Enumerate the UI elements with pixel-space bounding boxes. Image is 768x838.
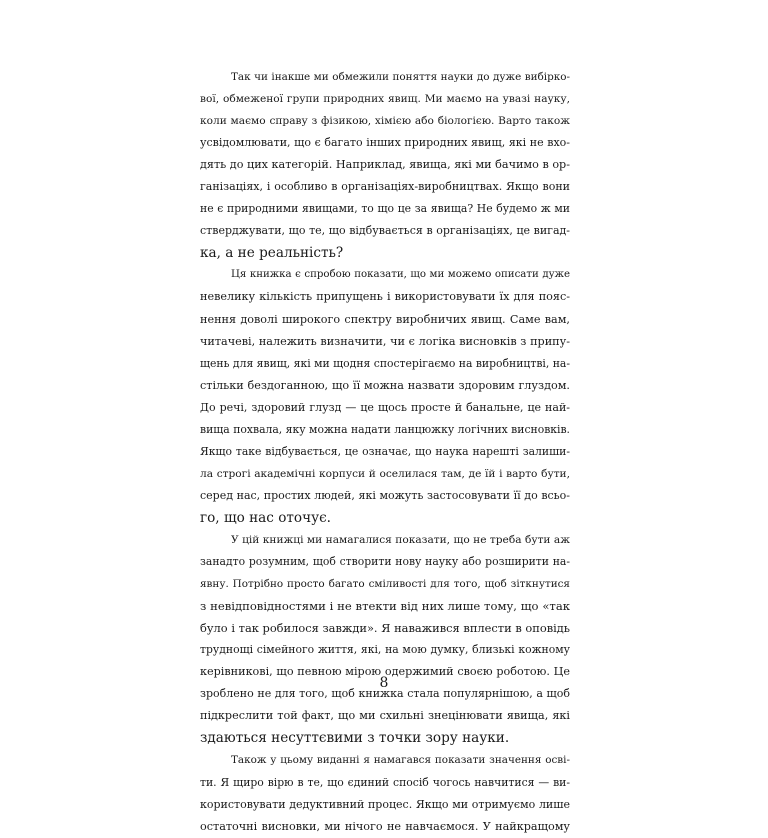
text-line: Так чи інакше ми обмежили поняття науки до дуже вибірко- xyxy=(231,71,570,83)
text-line: труднощі сімейного життя, які, на мою думку, близькі кожному xyxy=(200,643,570,657)
text-line: коли маємо справу з фізикою, хімією або біологією. Варто також xyxy=(200,115,570,128)
text-line: користовувати дедуктивний процес. Якщо ми отримуємо лише xyxy=(200,797,570,811)
text-line: підкреслити той факт, що ми схильні знецінювати явища, які xyxy=(200,709,570,723)
text-line: вища похвала, яку можна надати ланцюжку логічних висновків. xyxy=(200,422,570,436)
text-line: У цій книжці ми намагалися показати, що не треба бути аж xyxy=(231,533,570,546)
text-line: ла строгі академічні корпуси й оселилася там, де їй і варто бути, xyxy=(200,467,570,480)
text-line: нення доволі широкого спектру виробничих явищ. Саме вам, xyxy=(200,312,570,326)
text-line: невелику кількість припущень і використовувати їх для пояс- xyxy=(200,290,570,304)
paragraph xyxy=(200,749,570,837)
text-line: читачеві, належить визначити, чи є логіка висновків з припу- xyxy=(200,334,570,348)
text-line: з невідповідностями і не втекти від них лише тому, що «так xyxy=(200,599,570,614)
text-line: ганізаціях, і особливо в організаціях-виробництвах. Якщо вони xyxy=(200,180,570,194)
text-line: явну. Потрібно просто багато сміливості для того, щоб зіткнутися xyxy=(200,578,570,591)
text-line: занадто розумним, щоб створити нову науку або розширити на- xyxy=(200,555,570,569)
text-line: ти. Я щиро вірю в те, що єдиний спосіб чогось навчитися — ви- xyxy=(200,775,570,789)
text-line: ка, а не реальність? xyxy=(200,245,344,262)
text-line: дять до цих категорій. Наприклад, явища, які ми бачимо в ор- xyxy=(200,158,570,172)
text-line: Ця книжка є спробою показати, що ми можемо описати дуже xyxy=(231,269,570,281)
text-line: вої, обмеженої групи природних явищ. Ми маємо на увазі науку, xyxy=(200,93,570,106)
text-line: го, що нас оточує. xyxy=(200,509,331,526)
text-line: остаточні висновки, ми нічого не навчаємося. У найкращому xyxy=(200,819,570,833)
text-line: було і так робилося завжди». Я наважився вплести в оповідь xyxy=(200,621,570,636)
text-line: щень для явищ, які ми щодня спостерігаємо на виробництві, на- xyxy=(200,356,570,370)
text-line: стільки бездоганною, що її можна назвати здоровим глуздом. xyxy=(200,378,570,392)
text-line: зроблено не для того, щоб книжка стала популярнішою, а щоб xyxy=(200,687,570,701)
text-line: серед нас, простих людей, які можуть застосовувати її до всьо- xyxy=(200,488,570,502)
text-line: здаються несуттєвими з точки зору науки. xyxy=(200,730,510,747)
text-line: не є природними явищами, то що це за явища? Не будемо ж ми xyxy=(200,202,570,216)
text-line: стверджувати, що те, що відбувається в організаціях, це вигад- xyxy=(200,224,570,238)
page-number: 8 xyxy=(379,675,389,691)
paragraph xyxy=(200,529,570,749)
text-line: усвідомлювати, що є багато інших природних явищ, які не вхо- xyxy=(200,136,570,150)
body-text xyxy=(200,66,570,838)
text-line: Також у цьому виданні я намагався показати значення осві- xyxy=(231,754,570,767)
text-line: До речі, здоровий глузд — це щось просте й банальне, це най- xyxy=(200,400,570,414)
paragraph xyxy=(200,66,570,264)
paragraph xyxy=(200,264,570,529)
text-line: Якщо таке відбувається, це означає, що наука нарешті залиши- xyxy=(200,444,570,458)
text-line: керівникові, що певною мірою одержимий своєю роботою. Це xyxy=(200,665,570,679)
